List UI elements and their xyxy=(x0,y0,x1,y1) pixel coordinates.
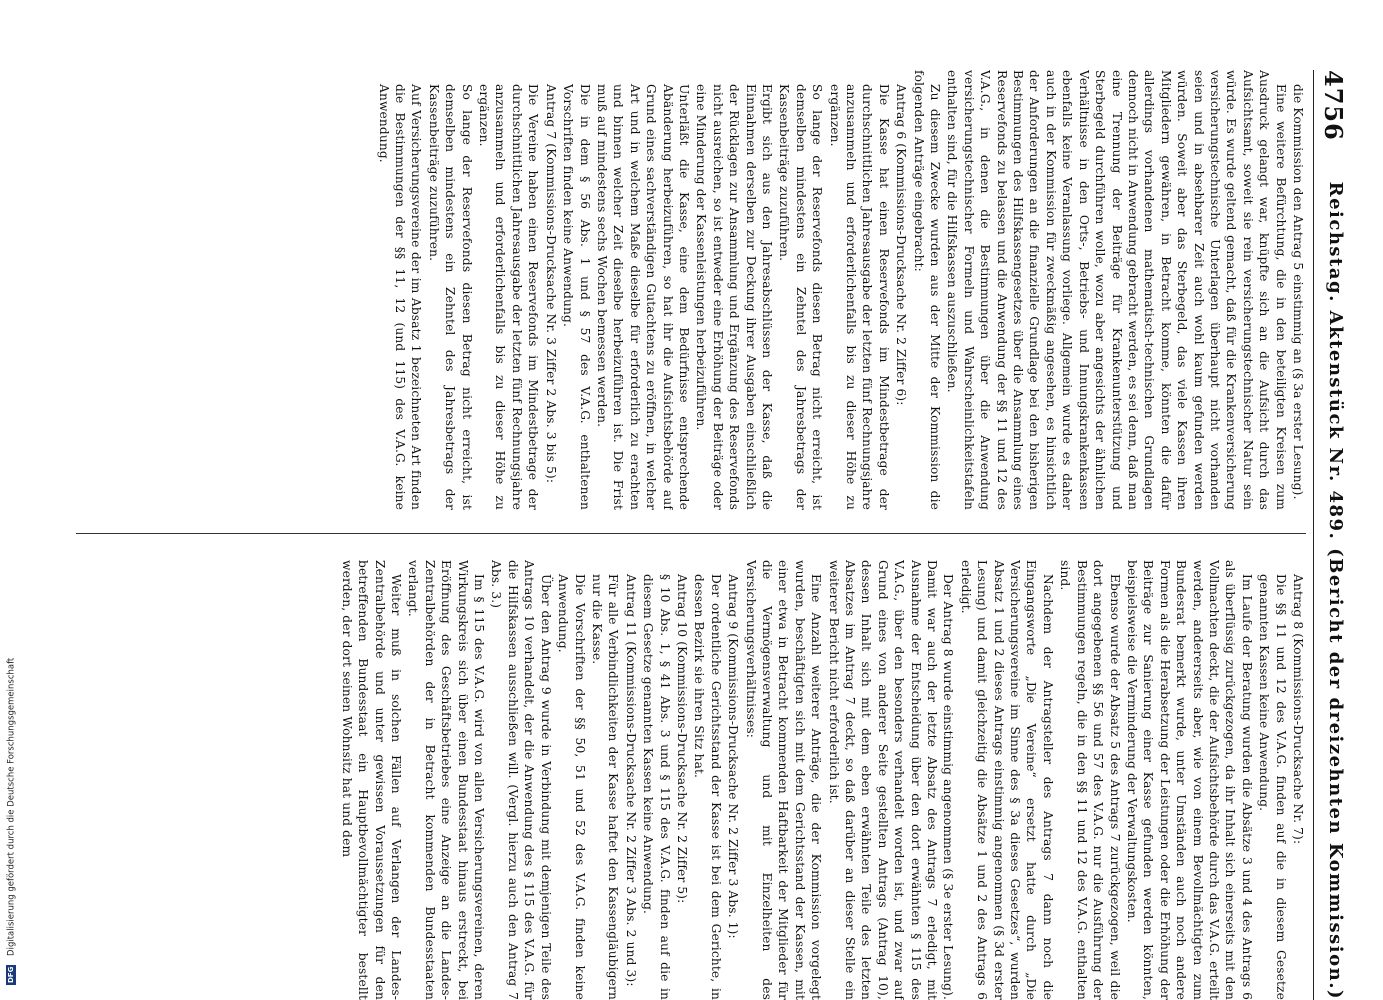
paragraph: Eine weitere Befürchtung, die in den beteiligten Kreisen zum Ausdruck gelangt war, knüpfte sich an die Aufsicht durch das Aufsichtsamt, soweit sie rein versicherungstechnischer Natur sein würde. Es wurde geltend gemacht, daß für die Krankenversicherung versicherungstechnische Unterlagen überhaupt nicht vorhanden seien und in absehbarer Zeit auch wohl kaum gefunden werden würden. Soweit aber das Sterbegeld, das viele Kassen ihren Mitgliedern gewähren, in Betracht komme, könnten die dafür allerdings vorhandenen mathematisch-technischen Grundlagen dennoch nicht in Anwendung gebracht werden, es sei denn, daß man eine Trennung der Beiträge für Krankenunterstützung und Sterbegeld durchführen wolle, wozu aber angesichts der ähnlichen Verhältnisse in den Orts-, Betriebs- und Innungskrankenkassen ebenfalls keine Veranlassung vorliege. Allgemein wurde es daher auch in der Kommission für zweckmäßig angesehen, es hinsichtlich der Anforderungen an die finanzielle Grundlage bei den bisherigen Bestimmungen des Hilfskassengesetzes über die Ansammlung eines Reservefonds zu belassen und die Anwendung der §§ 11 und 12 des V.A.G., in denen die Bestimmungen über die Anwendung versicherungstechnischer Formeln und Wahrscheinlichkeitstafeln enthalten sind, für die Hilfskassen auszuschließen. xyxy=(945,70,1288,510)
paragraph: Weiter muß in solchen Fällen auf Verlangen der Landes-Zentralbehörde und unter gewissen Voraussetzungen für den betreffenden Bundesstaat ein Hauptbevollmächtigter bestellt werden, der dort seinen Wohnsitz hat und dem xyxy=(339,560,404,1000)
footer-text: Digitalisierung gefördert durch die Deutsche Forschungsgemeinschaft xyxy=(6,657,17,956)
right-column xyxy=(60,560,1306,1000)
page-number: 4756 xyxy=(1319,70,1348,141)
paragraph: Antrag 6 (Kommissions-Drucksache Nr. 2 Ziffer 6): xyxy=(894,84,909,406)
column-divider xyxy=(76,533,1306,534)
rotated-page xyxy=(60,70,1350,1000)
dfg-logo: DFG xyxy=(7,966,15,983)
paragraph: Auf Versicherungsvereine der im Absatz 1 bezeichneten Art finden die Bestimmungen der §§ 11, 12 (und 115) des V.A.G. keine Anwendung. xyxy=(376,84,424,510)
paragraph: Antrag 10 (Kommissions-Drucksache Nr. 2 Ziffer 5): xyxy=(674,574,689,904)
header-rule xyxy=(1313,70,1314,1000)
running-title: Reichstag. Aktenstück Nr. 489. (Bericht der dreizehnten Kommission.) xyxy=(1325,181,1346,1000)
paragraph: Ergibt sich aus den Jahresabschlüssen der Kasse, daß die Einnahmen derselben zur Deckung ihrer Ausgaben einschließlich der Rücklagen zur Ansammlung und Ergänzung des Reservefonds nicht ausreichen, so ist entweder eine Erhöhung der Beiträge oder eine Minderung der Kassenleistungen herbeizuführen. xyxy=(694,84,774,510)
paragraph: Antrag 7 (Kommissions-Drucksache Nr. 3 Ziffer 2 Abs. 3 bis 5): xyxy=(543,84,558,484)
paragraph: Eine Anzahl weiterer Anträge, die der Kommission vorgelegt wurden, beschäftigten sich mit dem Gerichtsstand der Kassen, mit einer etwa in Betracht kommenden Haftbarkeit der Mitglieder für die Vermögensverwaltung und mit Einzelheiten des Versicherungsverhältnisses: xyxy=(743,560,824,1000)
paragraph: So lange der Reservefonds diesen Betrag nicht erreicht, ist demselben mindestens ein Zehntel des Jahresbetrags der Kassenbeiträge zuzuführen. xyxy=(777,84,825,510)
paragraph: Der Antrag 8 wurde einstimmig angenommen (§ 3e erster Lesung). Damit war auch der letzte Absatz des Antrags 7 erledigt, mit Ausnahme der Entscheidung über den dort erwähnten § 115 des V.A.G., über den besonders verhandelt worden ist, und zwar auf Grund eines von anderer Seite gestellten Antrags (Antrag 10), dessen Inhalt sich mit dem eben erwähnten Teile des letzten Absatzes im Antrag 7 deckt, so daß darüber an dieser Stelle ein weiterer Bericht nicht erforderlich ist. xyxy=(826,560,956,1000)
page-header xyxy=(1316,70,1350,1000)
paragraph: Antrag 8 (Kommissions-Drucksache Nr. 7): xyxy=(1291,574,1305,845)
paragraph: Nachdem der Antragsteller des Antrags 7 dann noch die Eingangsworte „Die Vereine“ ersetzt hatte durch „Die Versicherungsvereine im Sinne des § 3a dieses Gesetzes“, wurden Absatz 1 und 2 dieses Antrags einstimmig angenommen (§ 3d erster Lesung) und damit gleichzeitig die Absätze 1 und 2 des Antrags 6 erledigt. xyxy=(958,560,1055,1000)
paragraph: Der ordentliche Gerichtsstand der Kasse ist bei dem Gerichte, in dessen Bezirk sie ihren Sitz hat. xyxy=(692,574,723,1000)
paragraph: die Kommission den Antrag 5 einstimmig an (§ 3a erster Lesung). xyxy=(1291,84,1305,500)
paragraph: Antrag 11 (Kommissions-Drucksache Nr. 2 Ziffer 3 Abs. 2 und 3): xyxy=(623,574,638,987)
paragraph: Die Vorschriften der §§ 50, 51 und 52 des V.A.G. finden keine Anwendung. xyxy=(556,574,587,1000)
paragraph: Zu diesem Zwecke wurden aus der Mitte der Kommission die folgenden Anträge eingebracht: xyxy=(911,70,943,510)
paragraph: So lange der Reservefonds diesen Betrag nicht erreicht, ist demselben mindestens ein Zehntel des Jahresbetrags der Kassenbeiträge zuzuführen. xyxy=(426,84,474,510)
paragraph: Antrag 9 (Kommissions-Drucksache Nr. 2 Ziffer 3 Abs. 1): xyxy=(726,574,741,939)
paragraph: Im Laufe der Beratung wurden die Absätze 3 und 4 des Antrags 6 als überflüssig zurückgezogen, da ihr Inhalt sich einerseits mit den Vollmachten deckt, die der Aufsichtsbehörde durch das V.A.G. erteilt werden, andererseits aber, wie von einem Bevollmächtigten zum Bundesrat bemerkt wurde, unter Umständen auch noch andere Formen als die Herabsetzung der Leistungen oder die Erhöhung der Beiträge zur Sanierung einer Kasse gefunden werden könnten, beispielsweise die Verminderung der Verwaltungskosten. xyxy=(1124,560,1254,1000)
paragraph: Ebenso wurde der Absatz 5 des Antrags 7 zurückgezogen, weil die dort angegebenen §§ 56 und 57 des V.A.G. nur die Ausführung der Bestimmungen regeln, die in den §§ 11 und 12 des V.A.G. enthalten sind. xyxy=(1058,560,1122,1000)
digitization-footer xyxy=(6,658,17,985)
paragraph: Im § 115 des V.A.G. wird von allen Versicherungsvereinen, deren Wirkungskreis sich über einen Bundesstaat hinaus erstreckt, bei Eröffnung des Geschäftsbetriebes eine Anzeige an die Landes-Zentralbehörden der in Betracht kommenden Bundesstaaten verlangt. xyxy=(406,560,487,1000)
paragraph: Für alle Verbindlichkeiten der Kasse haftet den Kassengläubigern nur die Kasse. xyxy=(589,574,621,1000)
paragraph: Die Kasse hat einen Reservefonds im Mindestbetrage der durchschnittlichen Jahresausgabe der letzten fünf Rechnungsjahre anzusammeln und erforderlichenfalls bis zu dieser Höhe zu ergänzen. xyxy=(827,84,891,510)
paragraph: Die Vereine haben einen Reservefonds im Mindestbetrage der durchschnittlichen Jahresausgabe der letzten fünf Rechnungsjahre anzusammeln und erforderlichenfalls bis zu dieser Höhe zu ergänzen. xyxy=(477,84,541,510)
paragraph: Die in dem § 56 Abs. 1 und § 57 des V.A.G. enthaltenen Vorschriften finden keine Anwendung. xyxy=(561,84,592,510)
paragraph: § 10 Abs. 1, § 41 Abs. 3 und § 115 des V.A.G. finden auf die in diesem Gesetze genannten Kassen keine Anwendung. xyxy=(641,574,672,1000)
paragraph: Die §§ 11 und 12 des V.A.G. finden auf die in diesem Gesetze genannten Kassen keine Anwendung. xyxy=(1257,574,1288,1000)
paragraph: Unterläßt die Kasse, eine dem Bedürfnisse entsprechende Abänderung herbeizuführen, so hat ihr die Aufsichtsbehörde auf Grund eines sachverständigen Gutachtens zu eröffnen, in welcher Art und in welchem Maße dieselbe für erforderlich zu erachten und binnen welcher Zeit dieselbe herbeizuführen ist. Die Frist muß auf mindestens sechs Wochen bemessen werden. xyxy=(594,84,691,510)
paragraph: Über den Antrag 9 wurde in Verbindung mit demjenigen Teile des Antrags 10 verhandelt, der die Anwendung des § 115 des V.A.G. für die Hilfskassen ausschließen will. (Vergl. hierzu auch den Antrag 7 Abs. 3.) xyxy=(489,560,553,1000)
left-column xyxy=(60,70,1306,510)
